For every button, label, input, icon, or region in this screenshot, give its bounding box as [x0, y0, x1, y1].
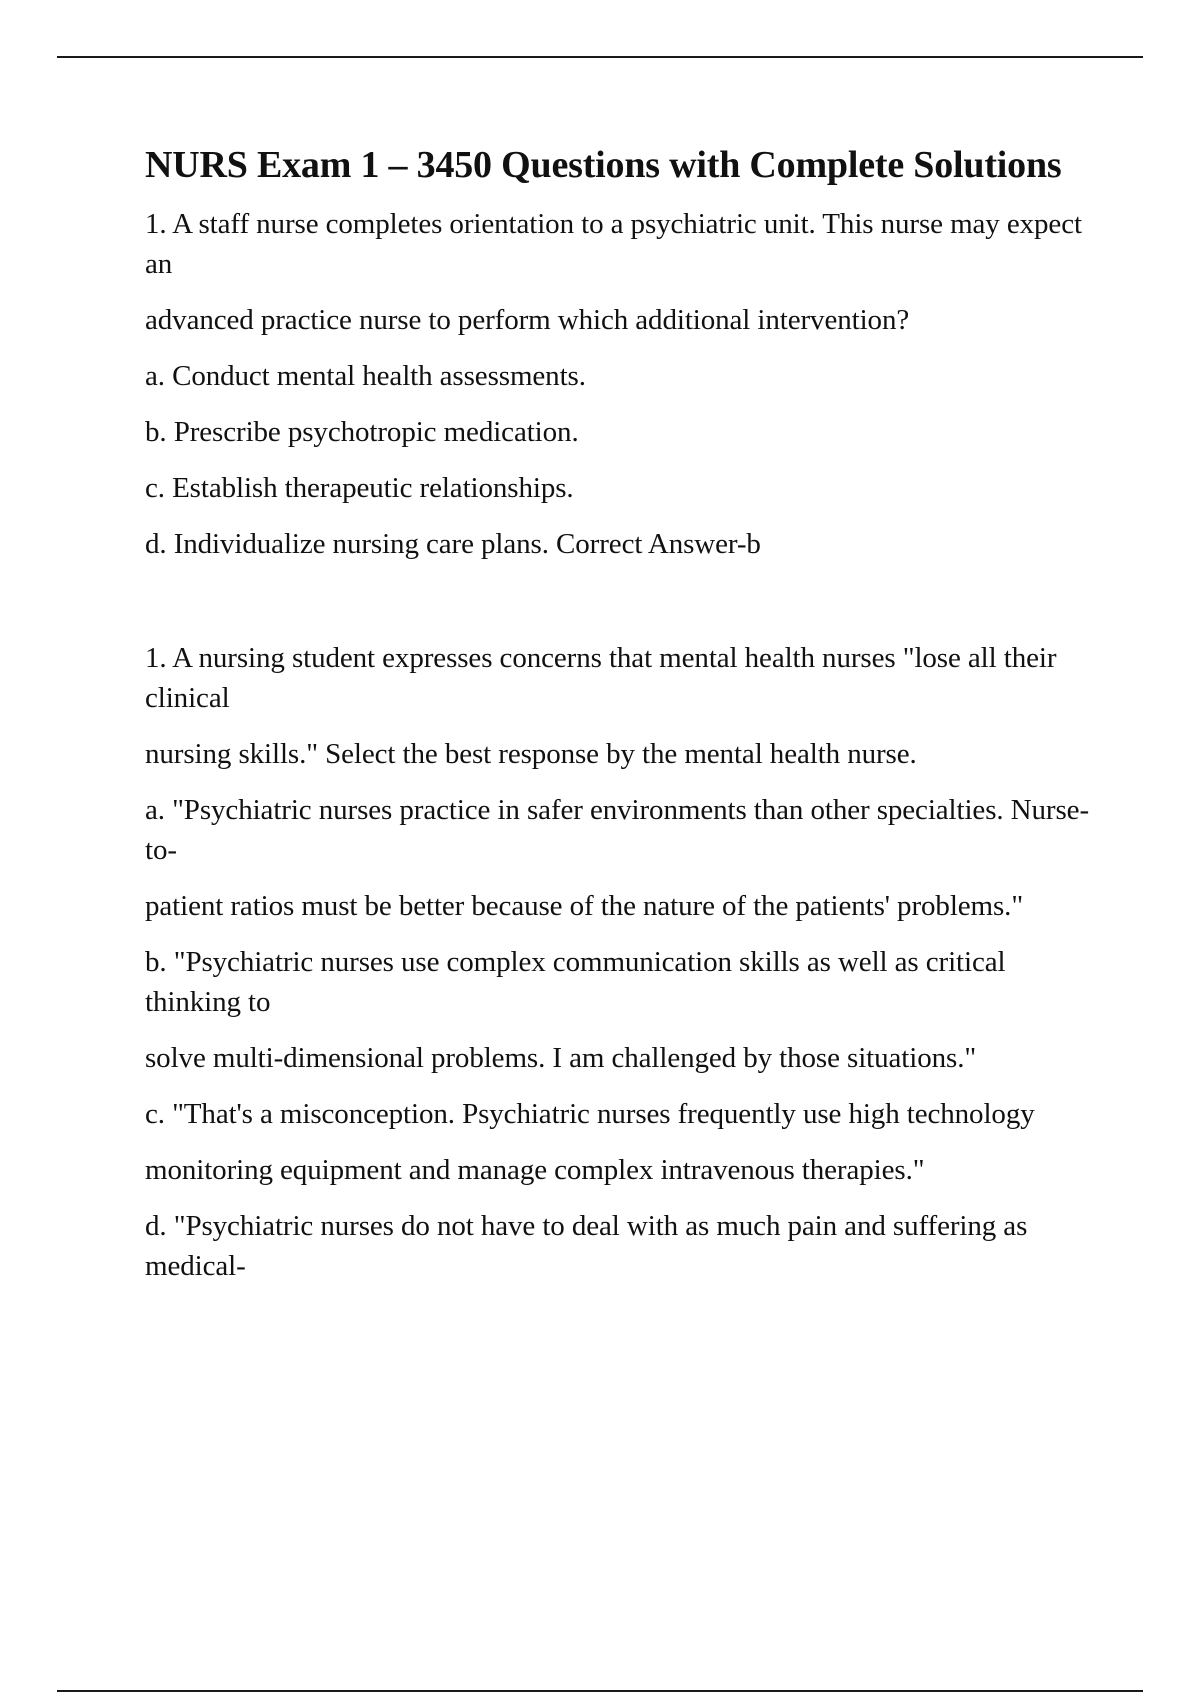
- top-rule: [57, 56, 1143, 58]
- question-1-option-d: d. Individualize nursing care plans. Correct Answer-b: [145, 528, 761, 560]
- question-2-option-b-line-1: b. "Psychiatric nurses use complex communication skills as well as critical thinking to: [145, 946, 1006, 1018]
- question-spacer: [145, 580, 1090, 638]
- question-1-option-a: a. Conduct mental health assessments.: [145, 360, 586, 392]
- question-block-2: [145, 638, 1090, 1286]
- question-2-option-c-line-1: c. "That's a misconception. Psychiatric nurses frequently use high technology: [145, 1098, 1035, 1130]
- question-2-option-a-line-1: a. "Psychiatric nurses practice in safer environments than other specialties. Nurse-to-: [145, 794, 1089, 866]
- document-body: [145, 140, 1090, 1302]
- bottom-rule: [57, 1690, 1143, 1692]
- document-title: NURS Exam 1 – 3450 Questions with Complete Solutions: [145, 144, 1062, 186]
- question-2-stem-line-2: nursing skills." Select the best response by the mental health nurse.: [145, 738, 917, 770]
- question-2-option-d-line-1: d. "Psychiatric nurses do not have to deal with as much pain and suffering as medical-: [145, 1210, 1028, 1282]
- question-2-stem-line-1: 1. A nursing student expresses concerns that mental health nurses "lose all their clinical: [145, 642, 1057, 714]
- question-1-stem-line-2: advanced practice nurse to perform which additional intervention?: [145, 304, 910, 336]
- question-2-option-c-line-2: monitoring equipment and manage complex intravenous therapies.": [145, 1154, 925, 1186]
- question-1-option-c: c. Establish therapeutic relationships.: [145, 472, 574, 504]
- question-block-1: [145, 204, 1090, 564]
- question-1-option-b: b. Prescribe psychotropic medication.: [145, 416, 579, 448]
- question-2-option-a-line-2: patient ratios must be better because of the nature of the patients' problems.": [145, 890, 1024, 922]
- question-1-stem-line-1: 1. A staff nurse completes orientation to a psychiatric unit. This nurse may expect an: [145, 208, 1082, 280]
- question-2-option-b-line-2: solve multi-dimensional problems. I am challenged by those situations.": [145, 1042, 977, 1074]
